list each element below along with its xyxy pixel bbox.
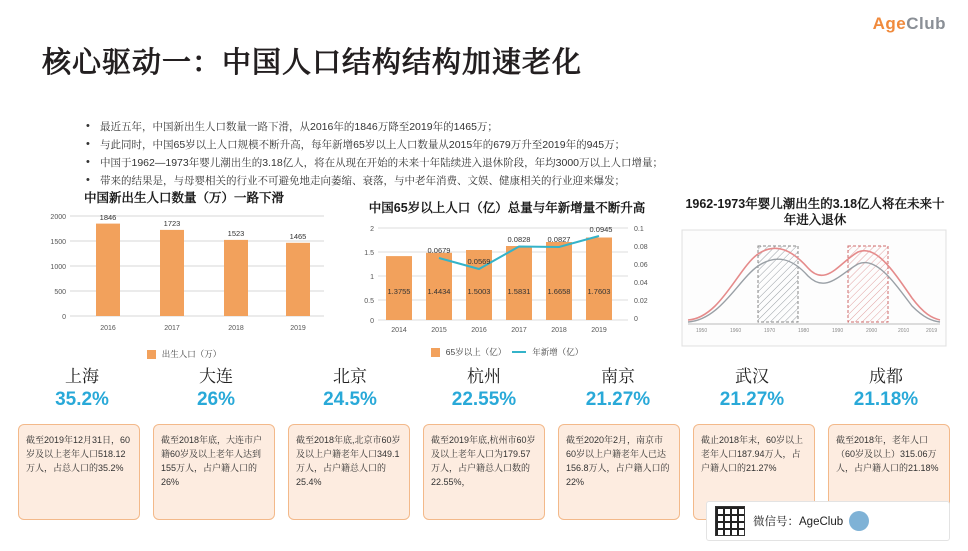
city-stats-row <box>18 362 950 411</box>
city-pct: 22.55% <box>451 389 517 410</box>
svg-text:1465: 1465 <box>289 232 307 241</box>
city-note: 截至2018年底，大连市户籍60岁及以上老年人达到155万人，占户籍人口的26% <box>153 424 275 520</box>
city-hangzhou <box>420 362 548 411</box>
svg-text:2016: 2016 <box>471 327 487 334</box>
chart-elderly-plot <box>352 216 662 344</box>
city-pct: 24.5% <box>323 389 377 410</box>
wechat-label: 微信号：AgeClub <box>753 516 844 528</box>
svg-text:0.5: 0.5 <box>364 298 374 305</box>
brand-age: Age <box>872 14 907 33</box>
city-pct: 21.18% <box>853 389 919 410</box>
svg-text:500: 500 <box>54 289 66 296</box>
svg-text:1980: 1980 <box>798 328 810 334</box>
city-beijing <box>286 362 414 411</box>
chart-title: 中国新出生人口数量（万）一路下滑 <box>83 191 284 205</box>
city-note: 截至2019年12月31日，60岁及以上老年人口518.12万人，占总人口的35.2% <box>18 424 140 520</box>
chart-title: 中国65岁以上人口（亿）总量与年新增量不断升高 <box>368 201 646 215</box>
list-item: • 与此同时，中国65岁以上人口规模不断升高，每年新增65岁以上人口数量从2015年的679万升至2019年的945万； <box>86 137 968 153</box>
svg-text:1.7603: 1.7603 <box>587 287 611 296</box>
svg-text:2017: 2017 <box>511 327 527 334</box>
svg-text:0.1: 0.1 <box>634 226 644 233</box>
list-item: • 最近五年，中国新出生人口数量一路下滑，从2016年的1846万降至2019年的1465万； <box>86 119 968 135</box>
chart-elderly-legend <box>352 346 662 358</box>
svg-text:1.4434: 1.4434 <box>427 287 451 296</box>
svg-text:2: 2 <box>370 226 374 233</box>
svg-text:2016: 2016 <box>100 325 116 332</box>
svg-text:0.06: 0.06 <box>634 262 648 269</box>
city-nanjing <box>554 362 682 411</box>
svg-text:1: 1 <box>370 274 374 281</box>
chart-title: 1962-1973年婴儿潮出生的3.18亿人将在未来十年进入退休 <box>685 197 945 227</box>
city-name: 北京 <box>333 367 367 386</box>
city-dalian <box>152 362 280 411</box>
city-chengdu <box>822 362 950 411</box>
city-pct: 26% <box>196 389 236 410</box>
svg-text:0.02: 0.02 <box>634 298 648 305</box>
city-pct: 21.27% <box>585 389 651 410</box>
avatar <box>849 511 869 531</box>
svg-text:0: 0 <box>62 314 66 321</box>
svg-text:2000: 2000 <box>866 328 878 334</box>
city-name: 成都 <box>869 367 903 386</box>
city-name: 武汉 <box>735 367 769 386</box>
city-note: 截至2020年2月，南京市60岁以上户籍老年人已达156.8万人，占户籍人口的22% <box>558 424 680 520</box>
city-name: 杭州 <box>467 367 501 386</box>
city-wuhan <box>688 362 816 411</box>
city-name: 南京 <box>601 367 635 386</box>
svg-text:0: 0 <box>634 316 638 323</box>
svg-text:1960: 1960 <box>730 328 742 334</box>
city-name: 大连 <box>199 367 233 386</box>
svg-text:2018: 2018 <box>551 327 567 334</box>
svg-text:0: 0 <box>370 318 374 325</box>
chart-births-legend <box>34 348 334 360</box>
svg-text:1846: 1846 <box>99 213 117 222</box>
legend-line <box>512 351 526 353</box>
svg-text:0.0827: 0.0827 <box>547 235 571 244</box>
city-pct: 35.2% <box>55 389 109 410</box>
svg-text:2019: 2019 <box>926 328 938 334</box>
svg-text:0.04: 0.04 <box>634 280 648 287</box>
chart-elderly <box>352 200 662 358</box>
city-note: 截止2018年末，60岁以上老年人口187.94万人，占户籍人口的21.27% <box>693 424 815 520</box>
svg-text:2018: 2018 <box>228 325 244 332</box>
svg-text:2019: 2019 <box>591 327 607 334</box>
svg-text:1970: 1970 <box>764 328 776 334</box>
legend-swatch <box>431 348 440 357</box>
svg-text:1.3755: 1.3755 <box>387 287 411 296</box>
city-note: 截至2018年，老年人口（60岁及以上）315.06万人，占户籍人口的21.18% <box>828 424 950 520</box>
svg-text:0.08: 0.08 <box>634 244 648 251</box>
legend-label: 年新增（亿） <box>532 347 584 357</box>
svg-text:0.0828: 0.0828 <box>507 235 531 244</box>
svg-text:2014: 2014 <box>391 327 407 334</box>
svg-text:1.5831: 1.5831 <box>507 287 531 296</box>
city-note: 截至2019年底,杭州市60岁及以上老年人口为179.57万人，占户籍总人口数的22.55%， <box>423 424 545 520</box>
svg-text:0.0569: 0.0569 <box>467 257 491 266</box>
list-item: • 带来的结果是，与母婴相关的行业不可避免地走向萎缩、衰落，与中老年消费、文娱、健康相关的行业迎来爆发； <box>86 173 968 189</box>
list-item: • 中国于1962—1973年婴儿潮出生的3.18亿人，将在从现在开始的未来十年陆续进入退休阶段，年均3000万以上人口增量； <box>86 155 968 171</box>
city-shanghai <box>18 362 146 411</box>
svg-text:2019: 2019 <box>290 325 306 332</box>
brand-logo <box>873 14 946 34</box>
legend-label: 出生人口（万） <box>161 349 222 359</box>
svg-text:1990: 1990 <box>832 328 844 334</box>
svg-text:2010: 2010 <box>898 328 910 334</box>
page-title: 核心驱动一：中国人口结构结构加速老化 <box>42 47 583 79</box>
svg-text:2017: 2017 <box>164 325 180 332</box>
bullet-list <box>46 119 968 191</box>
svg-text:1.6658: 1.6658 <box>547 287 571 296</box>
city-name: 上海 <box>65 367 99 386</box>
brand-club: Club <box>906 14 946 33</box>
svg-text:1.5: 1.5 <box>364 250 374 257</box>
city-pct: 21.27% <box>719 389 785 410</box>
wechat-badge[interactable] <box>706 501 950 541</box>
svg-text:0.0679: 0.0679 <box>427 246 451 255</box>
svg-text:2015: 2015 <box>431 327 447 334</box>
qr-code-icon <box>715 506 745 536</box>
chart-babyboom <box>680 196 950 348</box>
legend-label: 65岁以上（亿） <box>445 347 507 357</box>
svg-text:1.5003: 1.5003 <box>467 287 491 296</box>
svg-text:1723: 1723 <box>163 219 181 228</box>
svg-text:1523: 1523 <box>227 229 245 238</box>
chart-births <box>34 190 334 360</box>
legend-swatch <box>147 350 156 359</box>
svg-text:1950: 1950 <box>696 328 708 334</box>
svg-text:0.0945: 0.0945 <box>589 225 613 234</box>
city-note: 截至2018年底,北京市60岁及以上户籍老年人口349.1万人，占户籍总人口的25.4% <box>288 424 410 520</box>
svg-text:1000: 1000 <box>50 264 66 271</box>
chart-babyboom-plot <box>680 228 948 348</box>
chart-births-plot <box>34 206 334 346</box>
svg-text:1500: 1500 <box>50 239 66 246</box>
svg-text:2000: 2000 <box>50 214 66 221</box>
